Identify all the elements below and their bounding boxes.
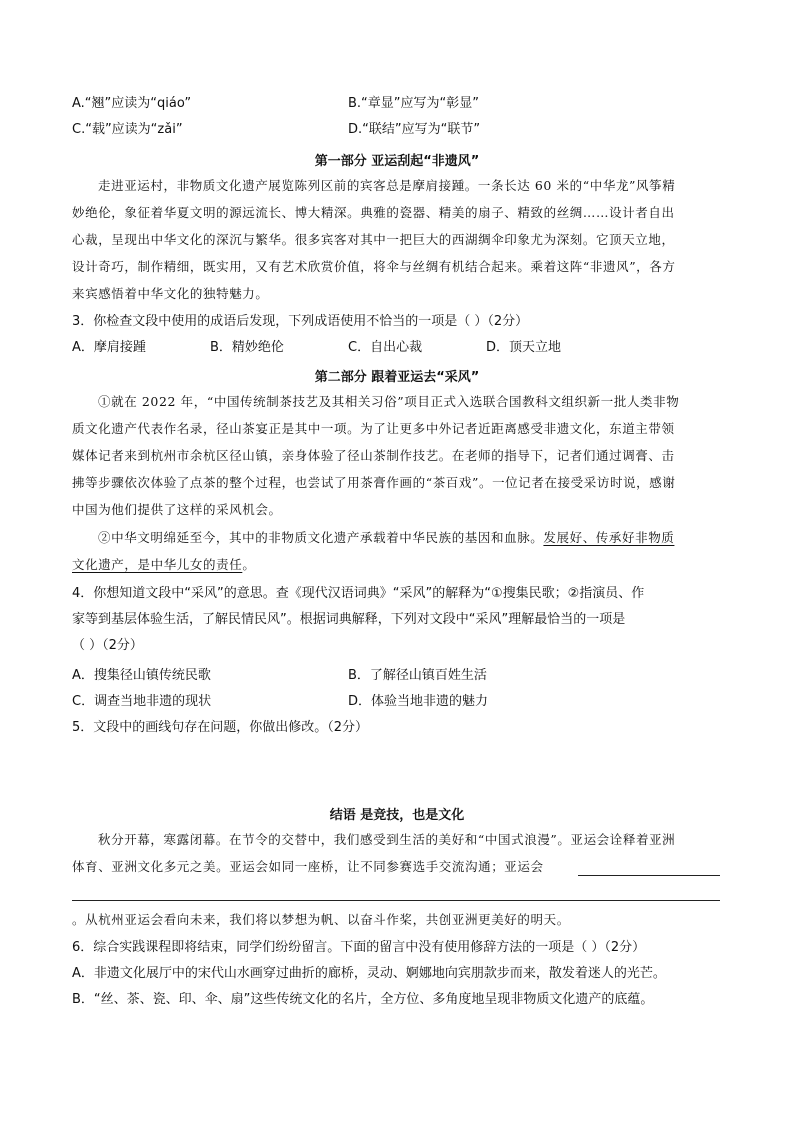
q2-option-a: A.“翘”应读为“qiáo” <box>72 96 192 111</box>
part2-line: 媒体记者来到杭州市余杭区径山镇，亲身体验了径山茶制作技艺。在老师的指导下，记者们通过调膏、击 <box>72 448 675 463</box>
part1-line: 心裁，呈现出中华文化的深沉与繁华。很多宾客对其中一把巨大的西湖绸伞印象尤为深刻。它顶天立地， <box>72 232 675 247</box>
q3-stem: 3．你检查文段中使用的成语后发现，下列成语使用不恰当的一项是（ ）（2分） <box>72 314 529 329</box>
part2-p2-text: ②中华文明绵延至今，其中的非物质文化遗产承载着中华民族的基因和血脉。 <box>98 530 544 545</box>
part1-heading: 第一部分 亚运刮起“非遗风” <box>314 154 480 169</box>
q4-option-c: C．调查当地非遗的现状 <box>72 694 212 709</box>
q6-option-b: B．“丝、茶、瓷、印、伞、扇”这些传统文化的名片，全方位、多角度地呈现非物质文化遗产的底蕴。 <box>72 992 654 1007</box>
q6-stem: 6．综合实践课程即将结束，同学们纷纷留言。下面的留言中没有使用修辞方法的一项是（ ）（2分） <box>72 940 646 955</box>
q2-option-b: B.“章显”应写为“彰显” <box>348 96 479 111</box>
q4-stem-line2: 家等到基层体验生活，了解民情民风”。根据词典解释，下列对文段中“采风”理解最恰当的一项是 <box>72 612 626 627</box>
q4-option-b: B．了解径山镇百姓生活 <box>348 668 487 683</box>
part2-paragraph-2 <box>72 528 758 548</box>
part2-line: 中国为他们提供了这样的采风机会。 <box>72 502 282 517</box>
part1-line: 走进亚运村，非物质文化遗产展览陈列区前的宾客总是摩肩接踵。一条长达 60 米的“中华龙”风筝精 <box>98 178 676 193</box>
q4-stem-line3: （ ）（2分） <box>72 638 143 653</box>
q4-option-d: D．体验当地非遗的魅力 <box>348 694 489 709</box>
conclusion-heading: 结语 是竞技，也是文化 <box>329 808 465 823</box>
q4-stem-line1: 4．你想知道文段中“采风”的意思。查《现代汉语词典》“采风”的解释为“①搜集民歌；②指演员、作 <box>72 586 645 601</box>
q6-option-a: A．非遗文化展厅中的宋代山水画穿过曲折的廊桥，灵动、婀娜地向宾朋款步而来，散发着迷人的光芒。 <box>72 966 666 981</box>
q4-option-a: A．搜集径山镇传统民歌 <box>72 668 211 683</box>
part2-line: 拂等步骤依次体验了点茶的整个过程，也尝试了用茶膏作画的“茶百戏”。一位记者在接受采访时说，感谢 <box>72 475 676 490</box>
q2-option-c: C.“载”应读为“zǎi” <box>72 122 183 137</box>
part2-p2-end: 。 <box>242 557 256 572</box>
part2-line: ①就在 2022 年，“中国传统制茶技艺及其相关习俗”项目正式入选联合国教科文组织新一批人类非物 <box>98 394 680 409</box>
q2-option-d: D.“联结”应写为“联节” <box>348 122 481 137</box>
answer-blank[interactable] <box>578 875 720 876</box>
part2-paragraph-2-cont <box>72 555 732 575</box>
part2-heading: 第二部分 跟着亚运去“采风” <box>314 370 480 385</box>
q3-option-b: B．精妙绝伦 <box>210 340 284 355</box>
part2-line: 质文化遗产代表作名录，径山茶宴正是其中一项。为了让更多中外记者近距离感受非遗文化，东道主带领 <box>72 421 675 436</box>
part1-line: 妙绝伦，象征着华夏文明的源远流长、博大精深。典雅的瓷器、精美的扇子、精致的丝绸……设计者自出 <box>72 205 675 220</box>
answer-blank[interactable] <box>72 900 720 901</box>
q3-option-d: D．顶天立地 <box>486 340 562 355</box>
q3-option-c: C．自出心裁 <box>348 340 423 355</box>
part1-line: 来宾感悟着中华文化的独特魅力。 <box>72 286 269 301</box>
conclusion-line: 。从杭州亚运会看向未来，我们将以梦想为帆、以奋斗作桨，共创亚洲更美好的明天。 <box>72 912 570 927</box>
conclusion-line: 体育、亚洲文化多元之美。亚运会如同一座桥，让不同参赛选手交流沟通；亚运会 <box>72 859 544 874</box>
q5-stem: 5．文段中的画线句存在问题，你做出修改。（2分） <box>72 720 369 735</box>
underlined-sentence: 发展好、传承好非物质 <box>543 530 675 545</box>
part1-line: 设计奇巧，制作精细，既实用，又有艺术欣赏价值，将伞与丝绸有机结合起来。乘着这阵“非遗风”，各方 <box>72 259 676 274</box>
q3-option-a: A．摩肩接踵 <box>72 340 146 355</box>
conclusion-line: 秋分开幕，寒露闭幕。在节令的交替中，我们感受到生活的美好和“中国式浪漫”。亚运会诠释着亚洲 <box>98 832 676 847</box>
underlined-sentence: 文化遗产，是中华儿女的责任 <box>72 557 243 572</box>
